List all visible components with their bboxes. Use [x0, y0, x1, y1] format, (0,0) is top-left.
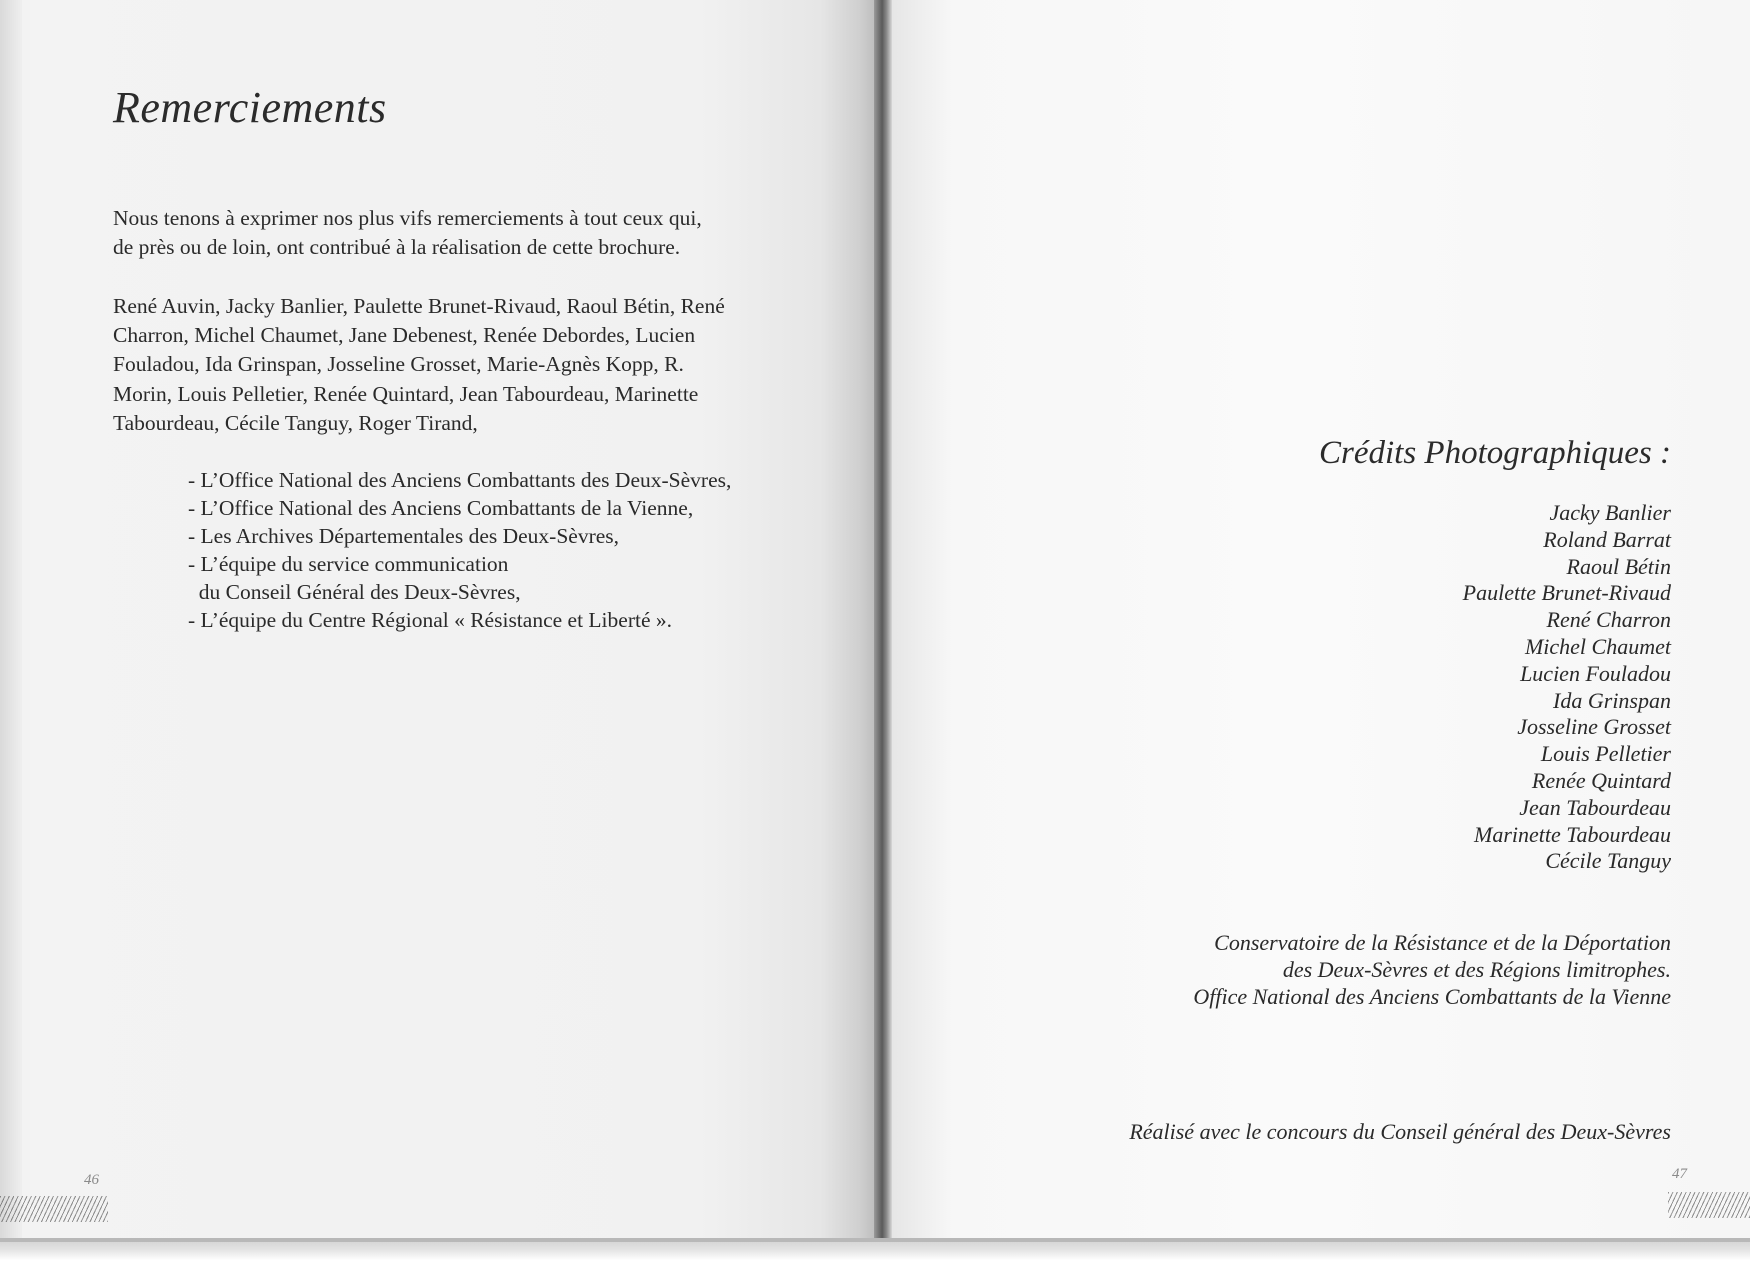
page-title: Remerciements — [113, 83, 387, 132]
organization-item: du Conseil Général des Deux-Sèvres, — [188, 580, 521, 604]
names-line: Morin, Louis Pelletier, Renée Quintard, Jean Tabourdeau, Marinette — [113, 381, 699, 406]
scan-bottom-edge — [0, 1238, 1750, 1275]
left-page — [0, 0, 880, 1238]
institutions-block — [1193, 929, 1671, 1010]
credit-item: Lucien Fouladou — [1520, 660, 1671, 686]
names-line: Charron, Michel Chaumet, Jane Debenest, Renée Debordes, Lucien — [113, 323, 696, 348]
organization-item: - L’Office National des Anciens Combattants des Deux-Sèvres, — [188, 468, 732, 492]
names-line: Tabourdeau, Cécile Tanguy, Roger Tirand, — [113, 410, 478, 435]
institution-line: Conservatoire de la Résistance et de la Déportation — [1214, 930, 1671, 955]
credit-item: Paulette Brunet-Rivaud — [1462, 580, 1671, 606]
organization-item: - L’équipe du service communication — [188, 552, 509, 576]
organization-item: - L’équipe du Centre Régional « Résistance et Liberté ». — [188, 608, 673, 632]
intro-line: Nous tenons à exprimer nos plus vifs remerciements à tout ceux qui, — [113, 206, 702, 230]
intro-paragraph — [113, 204, 813, 262]
credit-item: Raoul Bétin — [1566, 553, 1671, 579]
intro-line: de près ou de loin, ont contribué à la réalisation de cette brochure. — [113, 235, 681, 259]
book-gutter — [874, 0, 892, 1238]
credit-item: Josseline Grosset — [1517, 714, 1671, 740]
names-line: René Auvin, Jacky Banlier, Paulette Brunet-Rivaud, Raoul Bétin, René — [113, 294, 725, 318]
credit-item: Marinette Tabourdeau — [1474, 821, 1671, 847]
credit-item: Louis Pelletier — [1540, 741, 1671, 767]
photo-credits-list — [1463, 500, 1671, 875]
credit-item: Cécile Tanguy — [1545, 848, 1671, 874]
credits-title: Crédits Photographiques : — [1319, 435, 1671, 471]
thanks-names-paragraph — [113, 292, 793, 438]
credit-item: Renée Quintard — [1531, 767, 1671, 793]
corner-hatch-decoration — [0, 1196, 108, 1222]
institution-line: des Deux-Sèvres et des Régions limitrophes. — [1282, 957, 1671, 982]
credit-item: Michel Chaumet — [1524, 633, 1671, 659]
page-number-right: 47 — [1672, 1166, 1687, 1182]
organizations-list — [188, 466, 848, 634]
credit-item: Ida Grinspan — [1553, 687, 1671, 713]
organization-item: - Les Archives Départementales des Deux-Sèvres, — [188, 524, 620, 548]
credit-item: Jacky Banlier — [1549, 500, 1671, 525]
credit-item: Jean Tabourdeau — [1519, 794, 1671, 820]
realise-note: Réalisé avec le concours du Conseil général des Deux-Sèvres — [1129, 1119, 1671, 1144]
credit-item: René Charron — [1546, 607, 1671, 633]
page-number-left: 46 — [84, 1172, 99, 1188]
corner-hatch-decoration — [1668, 1192, 1750, 1218]
right-page — [892, 0, 1750, 1238]
credit-item: Roland Barrat — [1543, 526, 1671, 552]
names-line: Fouladou, Ida Grinspan, Josseline Grosset, Marie-Agnès Kopp, R. — [113, 352, 684, 377]
organization-item: - L’Office National des Anciens Combattants de la Vienne, — [188, 496, 694, 520]
institution-line: Office National des Anciens Combattants de la Vienne — [1193, 984, 1671, 1009]
